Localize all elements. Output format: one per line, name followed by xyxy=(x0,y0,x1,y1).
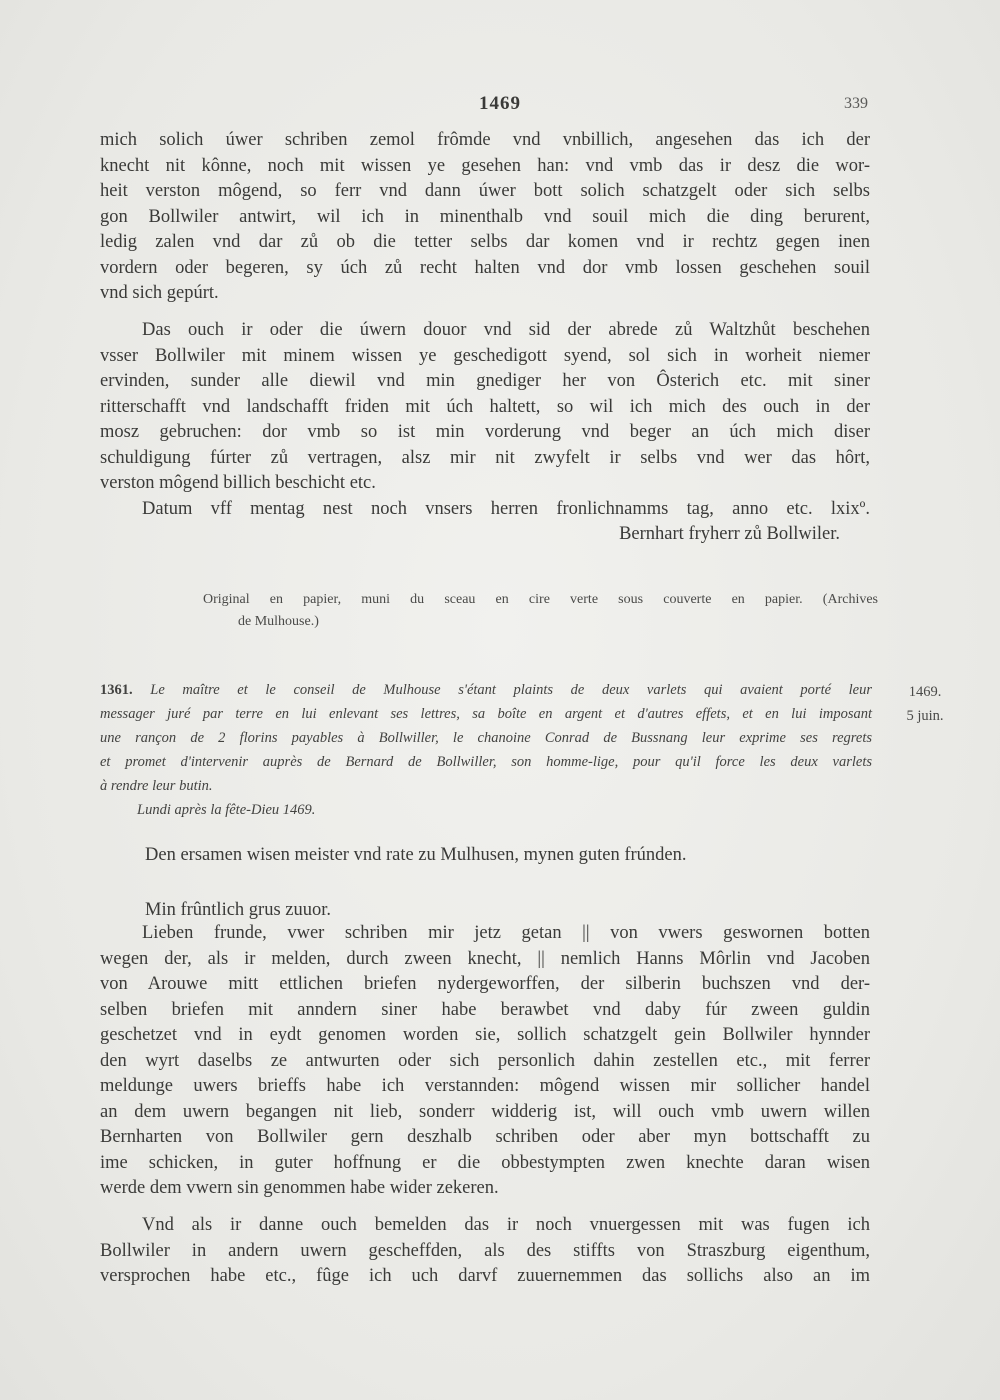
letter-2-paragraph-2 xyxy=(100,1213,870,1290)
page-number: 339 xyxy=(844,95,868,112)
text-line: von Arouwe mitt ettlichen briefen nydergeworffen, der silberin buchszen vnd der- xyxy=(100,974,870,994)
regest-text: Le maître et le conseil de Mulhouse s'étant plaints de deux varlets qui avaient porté leur xyxy=(150,682,873,698)
text-line: Bollwiler in andern uwern gescheffden, als des stiffts von Straszburg eigenthum, xyxy=(100,1240,870,1261)
letter-address: Den ersamen wisen meister vnd rate zu Mulhusen, mynen guten frúnden. xyxy=(145,845,687,865)
letter-1-paragraph-2 xyxy=(100,318,870,548)
text-line: heit verston môgend, so ferr vnd dann úwer bott solich schatzgelt oder sich selbs xyxy=(100,181,870,201)
text-line: werde dem vwern sin genommen habe wider zekeren. xyxy=(100,1178,499,1198)
text-line: ervinden, sunder alle diewil vnd min gnediger her von Ôsterich etc. mit siner xyxy=(100,371,870,391)
regest-line: messager juré par terre en lui enlevant ses lettres, sa boîte en argent et d'autres effets, et en lui imposant xyxy=(100,706,872,722)
note-line: Original en papier, muni du sceau en cire verte sous couverte en papier. (Archives xyxy=(203,592,878,607)
regest-line: et promet d'intervenir auprès de Bernard de Bollwiller, son homme-lige, pour qu'il force les deux varlets xyxy=(100,754,872,770)
text-line: mosz gebruchen: dor vmb so ist min vorderung vnd beger an úch mich diser xyxy=(100,422,870,442)
letter-1-paragraph-1 xyxy=(100,128,870,307)
text-line: vnd sich gepúrt. xyxy=(100,283,219,303)
regest-summary xyxy=(100,678,872,822)
text-line: Das ouch ir oder die úwern douor vnd sid der abrede zů Waltzhůt beschehen xyxy=(142,320,870,340)
margin-day: 5 juin. xyxy=(906,708,944,724)
letter-signature: Bernhart fryherr zů Bollwiler. xyxy=(619,524,840,544)
regest-line: une rançon de 2 florins payables à Bollwiller, le chanoine Conrad de Bussnang leur exprime ses regrets xyxy=(100,730,872,746)
regest-number: 1361. xyxy=(100,682,133,698)
running-head-year: 1469 xyxy=(479,93,521,114)
text-line: knecht nit kônne, noch mit wissen ye gesehen han: vnd vmb das ir desz die wor- xyxy=(100,155,870,176)
letter-dating: Datum vff mentag nest noch vnsers herren fronlichnamms tag, anno etc. lxixº. xyxy=(142,498,870,519)
text-line: versprochen habe etc., fûge ich uch darvf zuuernemmen das sollichs also an im xyxy=(100,1266,870,1286)
letter-2-paragraph-1 xyxy=(100,921,870,1202)
text-line: Vnd als ir danne ouch bemelden das ir noch vnuergessen mit was fugen ich xyxy=(142,1215,870,1235)
regest-line: à rendre leur butin. xyxy=(100,778,213,794)
text-line: mich solich úwer schriben zemol frômde vnd vnbillich, angesehen das ich der xyxy=(100,130,870,150)
letter-greeting: Min frûntlich grus zuuor. xyxy=(145,900,332,920)
regest-date: Lundi après la fête-Dieu 1469. xyxy=(137,802,316,818)
margin-year: 1469. xyxy=(908,684,942,700)
text-line: Bernharten von Bollwiler gern deszhalb schriben oder aber myn bottschafft zu xyxy=(100,1127,870,1147)
text-line: verston môgend billich beschicht etc. xyxy=(100,473,376,493)
text-line: gon Bollwiler antwirt, wil ich in minenthalb vnd souil mich die ding berurent, xyxy=(100,206,870,227)
text-line: vordern oder begeren, sy úch zů recht halten vnd dor vmb lossen geschehen souil xyxy=(100,257,870,278)
text-line: meldunge uwers brieffs habe ich verstannden: môgend wissen mir sollicher handel xyxy=(100,1076,870,1096)
text-line: ritterschafft vnd landschafft friden mit úch haltett, so wil ich mich des ouch in der xyxy=(100,396,870,417)
text-line: ledig zalen vnd dar zů ob die tetter selbs dar komen vnd ir rechtz gegen inen xyxy=(100,232,870,252)
text-line: ime schicken, in guter hoffnung er die obbestympten zwen knechte daran wisen xyxy=(100,1152,870,1173)
text-line: geschetzet vnd in eydt genomen worden sie, sollich schatzgelt gein Bollwiler hynnder xyxy=(100,1025,870,1045)
text-line: schuldigung fúrter zů vertragen, alsz mir nit zwyfelt ir selbs vnd wer das hôrt, xyxy=(100,447,870,468)
text-line: den wyrt daselbs ze antwurten oder sich personlich dahin zestellen etc., mit ferrer xyxy=(100,1050,870,1071)
text-line: wegen der, als ir melden, durch zween knecht, || nemlich Hanns Môrlin vnd Jacoben xyxy=(100,948,870,969)
source-note xyxy=(100,589,878,633)
text-line: an dem uwern begangen nit lieb, sonderr widderig ist, will ouch vmb uwern willen xyxy=(100,1101,870,1122)
note-line: de Mulhouse.) xyxy=(238,614,319,629)
text-line: vsser Bollwiler mit minem wissen ye geschedigott syend, sol sich in worheit niemer xyxy=(100,345,870,366)
text-line: selben briefen mit anndern siner habe berawbet vnd daby fúr zween guldin xyxy=(100,999,870,1020)
regest-line xyxy=(100,678,872,702)
text-line: Lieben frunde, vwer schriben mir jetz getan || von vwers geswornen botten xyxy=(142,923,870,943)
